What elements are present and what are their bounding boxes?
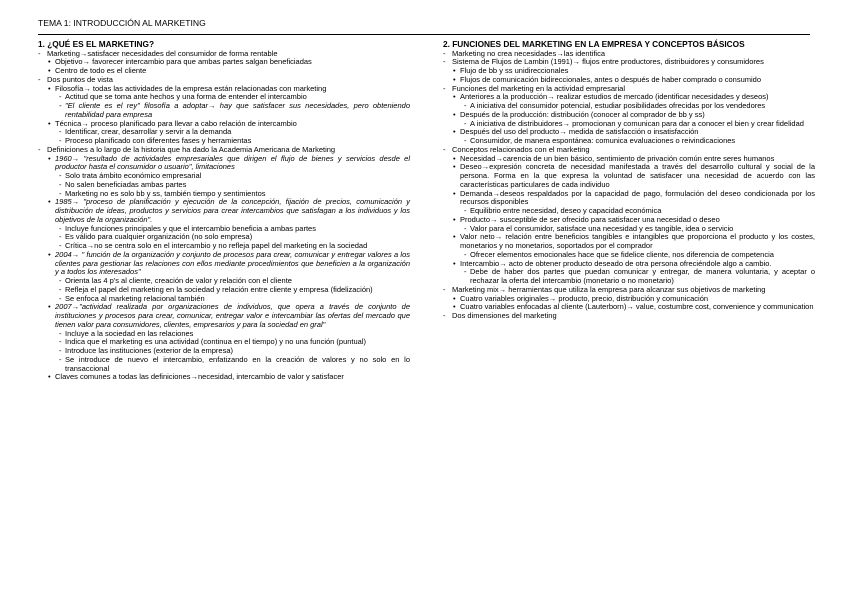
sub-dash-item: - Introduce las instituciones (exterior de la empresa): [38, 347, 410, 356]
dash-item: - Dos puntos de vista: [38, 76, 410, 85]
sub-dash-item: - Debe de haber dos partes que puedan comunicar y entregar, de manera voluntaria, y aceptar o rechazar la oferta del intercambio (monetario o no monetario): [443, 268, 815, 286]
sub-dash-item: - Proceso planificado con diferentes fases y herramientas: [38, 137, 410, 146]
bullet-item: • Deseo→expresión concreta de necesidad manifestada a través del desarrollo cultural y social de la persona. Forma en la que expresa la voluntad de satisfacer una necesidad de acuerdo con las características particulares de cada individuo: [443, 163, 815, 189]
bullet-item: • Después del uso del producto→ medida de satisfacción o insatisfacción: [443, 128, 815, 137]
sub-dash-item: - Solo trata ámbito económico empresarial: [38, 172, 410, 181]
sub-dash-item: - Se enfoca al marketing relacional también: [38, 295, 410, 304]
section-title-1: 1. ¿QUÉ ES EL MARKETING?: [38, 39, 155, 49]
sub-dash-item: - Identificar, crear, desarrollar y servir a la demanda: [38, 128, 410, 137]
right-outline: [443, 50, 815, 321]
bullet-item: • Producto→ susceptible de ser ofrecido para satisfacer una necesidad o deseo: [443, 216, 815, 225]
sub-dash-item: - Es válido para cualquier organización (no solo empresa): [38, 233, 410, 242]
dash-item: - Conceptos relacionados con el marketing: [443, 146, 815, 155]
dash-item: - Marketing→satisfacer necesidades del consumidor de forma rentable: [38, 50, 410, 59]
bullet-item: • Filosofía→ todas las actividades de la empresa están relacionadas con marketing: [38, 85, 410, 94]
bullet-item: • Después de la producción: distribución (conocer al comprador de bb y ss): [443, 111, 815, 120]
bullet-item: • Valor neto→ relación entre beneficios tangibles e intangibles que proporciona el producto y los costes, monetarios y no monetarios, soportados por el comprador: [443, 233, 815, 251]
sub-dash-item: - "El cliente es el rey" filosofía a adoptar→ hay que satisfacer sus necesidades, pero obteniendo rentabilidad para empresa: [38, 102, 410, 120]
dash-item: - Marketing mix→ herramientas que utiliza la empresa para alcanzar sus objetivos de marketing: [443, 286, 815, 295]
bullet-item: • Anteriores a la producción→ realizar estudios de mercado (identificar necesidades y deseos): [443, 93, 815, 102]
sub-dash-item: - Actitud que se toma ante hechos y una forma de entender el intercambio: [38, 93, 410, 102]
bullet-item: • Flujo de bb y ss unidireccionales: [443, 67, 815, 76]
bullet-item: • Centro de todo es el cliente: [38, 67, 410, 76]
bullet-item: • Demanda→deseos respaldados por la capacidad de pago, formulación del deseo condicionada por los recursos disponibles: [443, 190, 815, 208]
dash-item: - Sistema de Flujos de Lambin (1991)→ flujos entre productores, distribuidores y consumidores: [443, 58, 815, 67]
sub-dash-item: - A iniciativa de distribuidores→ promocionan y comunican para dar a conocer el bien y crear fidelidad: [443, 120, 815, 129]
dash-item: - Dos dimensiones del marketing: [443, 312, 815, 321]
sub-dash-item: - Marketing no es solo bb y ss, también tiempo y sentimientos: [38, 190, 410, 199]
sub-dash-item: - Se introduce de nuevo el intercambio, enfatizando en la creación de valores y no solo en lo transaccional: [38, 356, 410, 374]
document-title: TEMA 1: INTRODUCCIÓN AL MARKETING: [38, 18, 206, 28]
sub-dash-item: - Incluye a la sociedad en las relaciones: [38, 330, 410, 339]
bullet-item: • 2007→"actividad realizada por organizaciones de individuos, que opera a través de conjunto de instituciones y procesos para crear, comunicar, entregar valor e intercambiar las ofertas del mercado que tienen valor para consumidores, clientes, empresarios y para la sociedad en gral": [38, 303, 410, 329]
right-column: [443, 40, 815, 321]
bullet-item: • Técnica→ proceso planificado para llevar a cabo relación de intercambio: [38, 120, 410, 129]
sub-dash-item: - Refleja el papel del marketing en la sociedad y relación entre cliente y empresa (fidelización): [38, 286, 410, 295]
left-column: [38, 40, 410, 382]
bullet-item: • Intercambio→ acto de obtener producto deseado de otra persona ofreciéndole algo a cambio.: [443, 260, 815, 269]
sub-dash-item: - Equilibrio entre necesidad, deseo y capacidad económica: [443, 207, 815, 216]
bullet-item: • Flujos de comunicación bidireccionales, antes o después de haber comprado o consumido: [443, 76, 815, 85]
bullet-item: • 2004→ " función de la organización y conjunto de procesos para crear, comunicar y entregar valores a los clientes para gestionar las relaciones con ellos mediante procedimientos que beneficien a la organización y a todos los interesados": [38, 251, 410, 277]
bullet-item: • Cuatro variables originales→ producto, precio, distribución y comunicación: [443, 295, 815, 304]
sub-dash-item: - A iniciativa del consumidor potencial, estudiar posibilidades ofrecidas por los vendedores: [443, 102, 815, 111]
sub-dash-item: - Ofrecer elementos emocionales hace que se fidelice cliente, nos diferencia de competencia: [443, 251, 815, 260]
sub-dash-item: - Indica que el marketing es una actividad (continua en el tiempo) y no una función (puntual): [38, 338, 410, 347]
sub-dash-item: - Consumidor, de manera espontánea: comunica evaluaciones o reivindicaciones: [443, 137, 815, 146]
sub-dash-item: - Incluye funciones principales y que el intercambio beneficia a ambas partes: [38, 225, 410, 234]
bullet-item: • Cuatro variables enfocadas al cliente (Lauterborn)→ value, costumbre cost, convenience y communication: [443, 303, 815, 312]
sub-dash-item: - Valor para el consumidor, satisface una necesidad y es tangible, idea o servicio: [443, 225, 815, 234]
bullet-item: • 1960→ "resultado de actividades empresariales que dirigen el flujo de bienes y servicios desde el productor hasta el consumidor o usuario", limitaciones: [38, 155, 410, 173]
sub-dash-item: - No salen beneficiadas ambas partes: [38, 181, 410, 190]
sub-dash-item: - Crítica→no se centra solo en el intercambio y no refleja papel del marketing en la sociedad: [38, 242, 410, 251]
section-title-2: 2. FUNCIONES DEL MARKETING EN LA EMPRESA Y CONCEPTOS BÁSICOS: [443, 39, 745, 49]
sub-dash-item: - Orienta las 4 p's al cliente, creación de valor y relación con el cliente: [38, 277, 410, 286]
bullet-item: • 1985→ "proceso de planificación y ejecución de la concepción, fijación de precios, comunicación y distribución de ideas, productos y servicios para crear intercambios que satisfagan a los individuos y los objetivos de la organización".: [38, 198, 410, 224]
bullet-item: • Claves comunes a todas las definiciones→necesidad, intercambio de valor y satisfacer: [38, 373, 410, 382]
left-outline: [38, 50, 410, 383]
dash-item: - Marketing no crea necesidades→las identifica: [443, 50, 815, 59]
dash-item: - Definiciones a lo largo de la historia que ha dado la Academia Americana de Marketing: [38, 146, 410, 155]
bullet-item: • Objetivo→ favorecer intercambio para que ambas partes salgan beneficiadas: [38, 58, 410, 67]
bullet-item: • Necesidad→carencia de un bien básico, sentimiento de privación común entre seres humanos: [443, 155, 815, 164]
page-header: [38, 16, 810, 35]
dash-item: - Funciones del marketing en la actividad empresarial: [443, 85, 815, 94]
